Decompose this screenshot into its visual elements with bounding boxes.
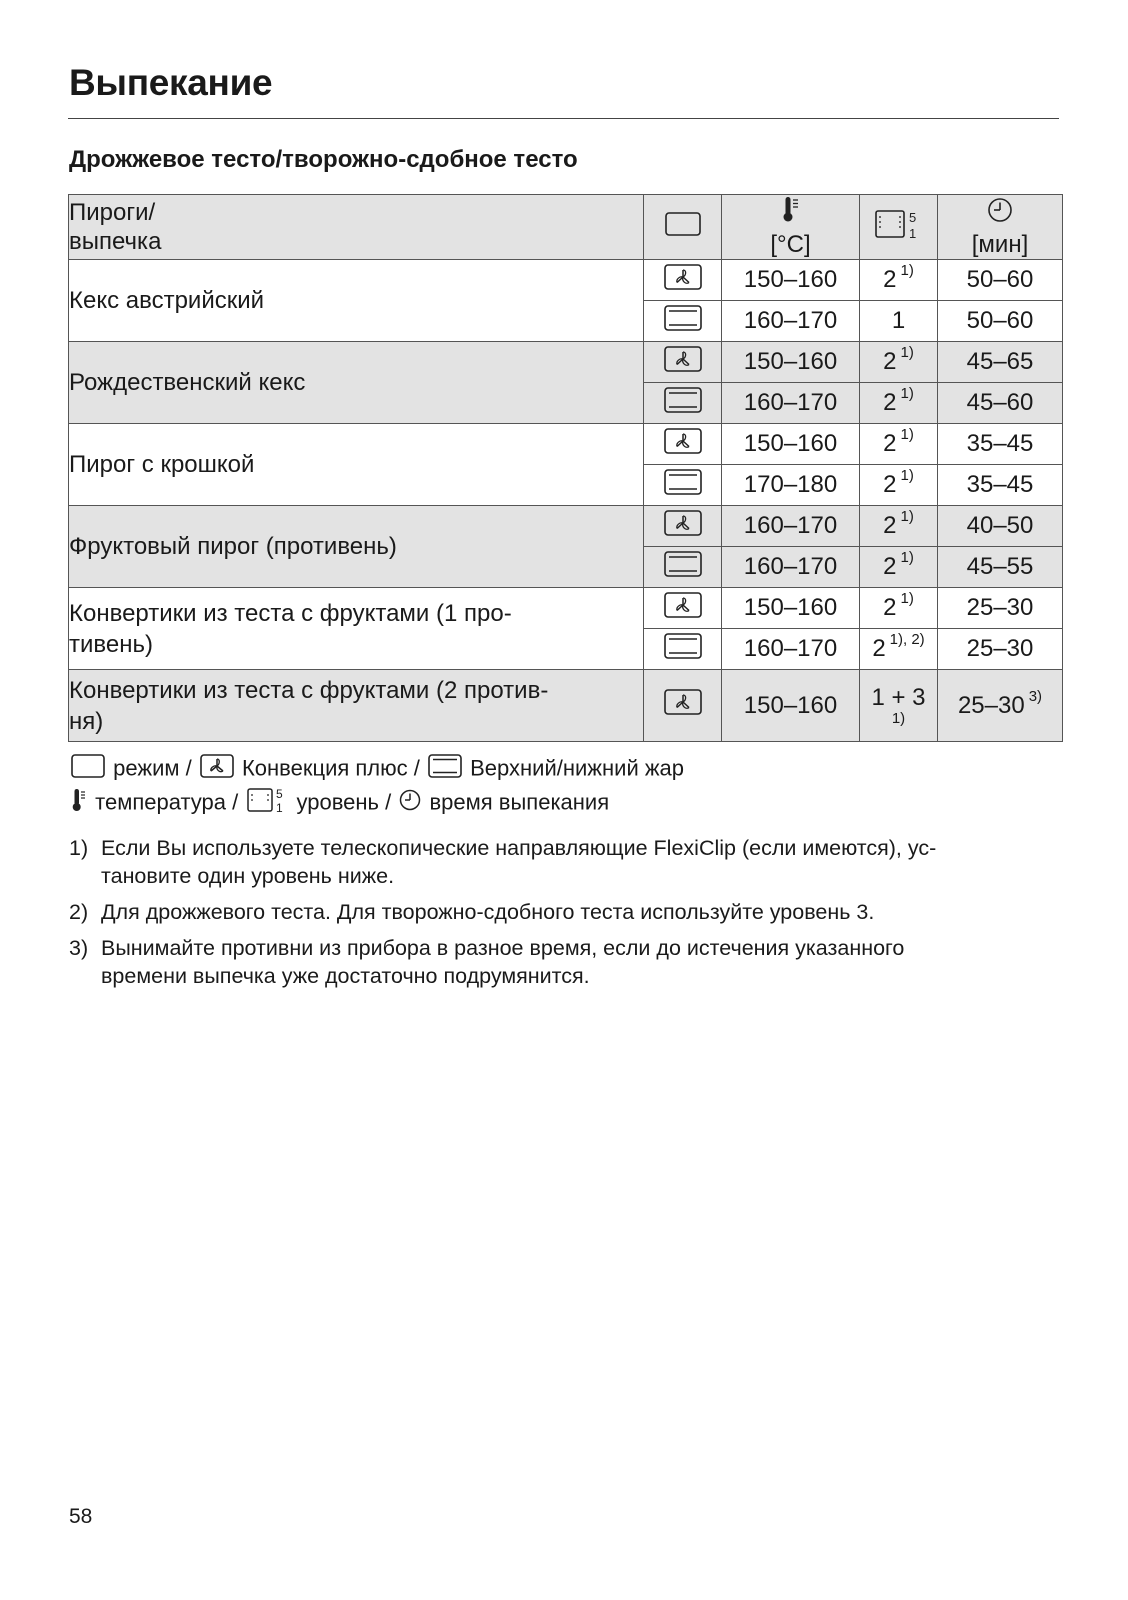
time-value: 25–30 <box>966 635 1034 662</box>
recipe-name-line: Конвертики из теста с фруктами (2 против- <box>69 676 549 704</box>
oven-levels-icon <box>874 206 924 249</box>
time-value: 25–30 <box>957 691 1025 719</box>
time-value: 40–50 <box>966 512 1034 539</box>
mode-frame-icon <box>71 754 105 785</box>
clock-icon <box>399 789 421 818</box>
top-bottom-heat-icon <box>664 469 702 502</box>
table-row <box>69 342 1063 383</box>
recipe-name-text: Пирог с крошкой <box>69 451 255 478</box>
footnote-1-line1: Если Вы используете телескопические направляющие FlexiClip (если имеются), ус- <box>101 836 937 860</box>
convection-plus-icon <box>664 428 702 461</box>
time-cell <box>938 383 1063 424</box>
level-cell <box>860 424 938 465</box>
time-cell <box>938 670 1063 742</box>
level-value: 2 <box>883 594 897 621</box>
temperature-cell: 160–170 <box>722 383 860 424</box>
table-body <box>69 260 1063 742</box>
time-value: 35–45 <box>966 471 1034 498</box>
level-value: 1 <box>891 307 906 334</box>
temperature-cell: 150–160 <box>722 424 860 465</box>
legend-level-icon-bottom: 1 <box>276 801 284 814</box>
thermometer-icon <box>781 195 801 230</box>
time-cell <box>938 588 1063 629</box>
legend-time: время выпекания <box>429 789 610 815</box>
recipe-name <box>69 670 644 742</box>
mode-cell <box>644 424 722 465</box>
recipe-name-text: Кекс австрийский <box>69 287 265 314</box>
mode-cell <box>644 506 722 547</box>
level-footnote: 1) <box>900 385 914 402</box>
mode-cell <box>644 588 722 629</box>
convection-plus-icon <box>664 346 702 379</box>
recipe-name <box>69 506 644 588</box>
level-value: 2 <box>872 635 886 662</box>
convection-plus-icon <box>664 689 702 722</box>
header-level <box>860 195 938 260</box>
level-cell <box>860 588 938 629</box>
recipe-name-line: ня) <box>69 707 104 735</box>
recipe-name <box>69 424 644 506</box>
mode-cell <box>644 342 722 383</box>
section-subtitle: Дрожжевое тесто/творожно-сдобное тесто <box>69 146 578 173</box>
header-time-unit: [мин] <box>971 231 1029 258</box>
level-footnote: 1) <box>900 549 914 566</box>
mode-cell <box>644 465 722 506</box>
temperature-cell: 160–170 <box>722 301 860 342</box>
level-icon-top-text: 5 <box>908 209 916 225</box>
level-value: 2 <box>883 553 897 580</box>
legend-convection: Конвекция плюс / <box>241 755 420 781</box>
legend-level-icon-top: 5 <box>276 787 284 801</box>
page-number: 58 <box>69 1505 93 1528</box>
mode-frame-icon <box>665 212 701 243</box>
top-bottom-heat-icon <box>664 633 702 666</box>
level-cell <box>860 547 938 588</box>
header-mode <box>644 195 722 260</box>
level-value: 2 <box>883 430 897 457</box>
level-footnote: 1) <box>900 590 914 607</box>
footnote-1 <box>69 834 1044 890</box>
time-value: 45–65 <box>966 348 1034 375</box>
table-row <box>69 506 1063 547</box>
footnote-3-line1: Вынимайте противни из прибора в разное время, если до истечения указанного <box>101 936 905 960</box>
legend-level: уровень / <box>296 789 392 815</box>
temperature-cell: 160–170 <box>722 547 860 588</box>
table-row <box>69 260 1063 301</box>
footnote-3 <box>69 934 1044 990</box>
title-divider <box>68 118 1059 119</box>
time-cell <box>938 506 1063 547</box>
mode-cell <box>644 629 722 670</box>
temperature-cell: 150–160 <box>722 670 860 742</box>
level-footnote: 1), 2) <box>889 631 925 648</box>
temperature-cell: 150–160 <box>722 588 860 629</box>
time-cell <box>938 547 1063 588</box>
time-cell <box>938 260 1063 301</box>
level-value: 2 <box>883 512 897 539</box>
thermometer-icon <box>71 788 87 819</box>
level-footnote: 1) <box>900 467 914 484</box>
baking-table <box>68 194 1063 742</box>
level-cell <box>860 301 938 342</box>
temperature-cell: 170–180 <box>722 465 860 506</box>
top-bottom-heat-icon <box>664 387 702 420</box>
table-row <box>69 424 1063 465</box>
footnotes <box>69 834 1044 998</box>
mode-cell <box>644 260 722 301</box>
recipe-name-text: Фруктовый пирог (противень) <box>69 533 397 560</box>
legend-top-bottom: Верхний/нижний жар <box>470 755 685 781</box>
time-value: 50–60 <box>966 266 1034 293</box>
footnote-1-line2: тановите один уровень ниже. <box>101 864 395 888</box>
time-value: 25–30 <box>966 594 1034 621</box>
mode-cell <box>644 301 722 342</box>
oven-levels-icon <box>246 786 288 821</box>
mode-cell <box>644 547 722 588</box>
time-value: 45–55 <box>966 553 1034 580</box>
level-footnote: 1) <box>891 709 906 727</box>
temperature-cell: 160–170 <box>722 629 860 670</box>
time-footnote: 3) <box>1028 687 1043 705</box>
header-temperature <box>722 195 860 260</box>
level-value: 2 <box>883 266 897 293</box>
footnote-3-line2: времени выпечка уже достаточно подрумянится. <box>101 964 590 988</box>
recipe-name <box>69 260 644 342</box>
level-cell <box>860 670 938 742</box>
time-value: 45–60 <box>966 389 1034 416</box>
time-value: 50–60 <box>966 307 1034 334</box>
header-name <box>69 195 644 260</box>
level-footnote: 1) <box>900 508 914 525</box>
level-cell <box>860 383 938 424</box>
convection-plus-icon <box>664 510 702 543</box>
temperature-cell: 150–160 <box>722 342 860 383</box>
header-name-line2: выпечка <box>69 228 162 255</box>
footnote-number: 1) <box>69 836 89 860</box>
time-cell <box>938 342 1063 383</box>
clock-icon <box>987 197 1013 230</box>
time-cell <box>938 301 1063 342</box>
legend-temperature: температура / <box>95 789 239 815</box>
legend-line-2 <box>69 786 609 821</box>
recipe-name <box>69 588 644 670</box>
recipe-name-text: Рождественский кекс <box>69 369 306 396</box>
header-time <box>938 195 1063 260</box>
level-cell <box>860 465 938 506</box>
level-footnote: 1) <box>900 262 914 279</box>
table-row <box>69 670 1063 742</box>
top-bottom-heat-icon <box>664 551 702 584</box>
level-footnote: 1) <box>900 426 914 443</box>
level-cell <box>860 506 938 547</box>
footnote-text <box>101 834 1044 890</box>
header-temp-unit: [°C] <box>770 231 811 258</box>
level-cell <box>860 342 938 383</box>
legend-mode: режим / <box>113 755 192 781</box>
table-header-row <box>69 195 1063 260</box>
recipe-name-line: тивень) <box>69 630 153 658</box>
top-bottom-heat-icon <box>664 305 702 338</box>
footnote-2 <box>69 898 1044 926</box>
convection-plus-icon <box>200 754 234 785</box>
header-name-line1: Пироги/ <box>69 199 156 226</box>
table-row <box>69 588 1063 629</box>
level-value: 2 <box>883 389 897 416</box>
level-footnote: 1) <box>900 344 914 361</box>
convection-plus-icon <box>664 264 702 297</box>
level-value: 2 <box>883 471 897 498</box>
footnote-number: 2) <box>69 900 89 924</box>
top-bottom-heat-icon <box>428 754 462 785</box>
legend-line-1 <box>69 754 684 785</box>
footnote-number: 3) <box>69 936 89 960</box>
level-cell <box>860 629 938 670</box>
time-cell <box>938 424 1063 465</box>
footnote-text: Для дрожжевого теста. Для творожно-сдобного теста используйте уровень 3. <box>101 900 875 924</box>
time-cell <box>938 465 1063 506</box>
convection-plus-icon <box>664 592 702 625</box>
recipe-name-line: Конвертики из теста с фруктами (1 про- <box>69 599 512 627</box>
level-value: 1 + 3 <box>871 683 926 711</box>
mode-cell <box>644 670 722 742</box>
time-value: 35–45 <box>966 430 1034 457</box>
temperature-cell: 160–170 <box>722 506 860 547</box>
page-title: Выпекание <box>69 62 273 103</box>
level-cell <box>860 260 938 301</box>
time-cell <box>938 629 1063 670</box>
mode-cell <box>644 383 722 424</box>
level-value: 2 <box>883 348 897 375</box>
level-icon-bottom-text: 1 <box>908 225 916 241</box>
temperature-cell: 150–160 <box>722 260 860 301</box>
footnote-text <box>101 934 1044 990</box>
recipe-name <box>69 342 644 424</box>
